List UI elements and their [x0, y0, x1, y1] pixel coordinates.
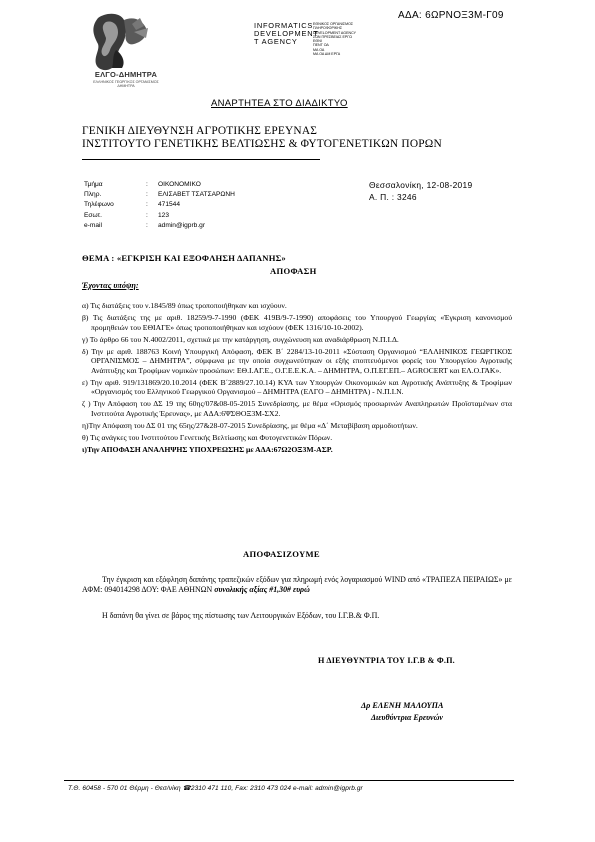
list-item: ε) Την αριθ. 919/131869/20.10.2014 (ΦΕΚ Β΄2889/27.10.14) ΚΥΑ των Υπουργών Οικονομικών και Αγροτικής Ανάπτυξης & Τροφίμων «Οργανισμός του Ελληνικού Γεωργικού Οργανισμού – ΔΗΜΗΤΡΑ (ΕΛΓΟ – ΔΗΜΗΤΡΑ) - Ν.Π.Ι.Ν.: [82, 377, 512, 397]
agency-small-text: ΕΘΝΙΚΟΣ ΟΡΓΑΝΙΣΜΟΣ ΠΛΗΡΟΦΟΡΙΚΗΣ DEVELOPMENT AGENCY ΣΩΝ ΠΡΕΣΒΕΙΑΣ ΕΡΓΩ ΕΘΝΙ ΠΕΝΤ ΟΔ ΜΑ ΟΑ ΜΑ ΟΑ ΔΜ ΕΡΓΑ: [313, 22, 357, 57]
list-item: θ) Τις ανάγκες του Ινστιτούτου Γενετικής Βελτίωσης και Φυτογενετικών Πόρων.: [82, 432, 333, 442]
list-item: η)Την Απόφαση του ΔΣ 01 της 65ης/27&28-07-2015 Συνεδρίασης, με θέμα «Δ΄ Μεταβίβαση αρμοδιοτήτων.: [82, 420, 418, 430]
info-row-email: e-mail : admin@igprb.gr: [84, 221, 206, 229]
decision-heading: ΑΠΟΦΑΣΗ: [270, 266, 317, 276]
signatory-title: Διευθύντρια Ερευνών: [371, 713, 443, 722]
info-row-contact: Πληρ. : ΕΛΙΣΑΒΕΤ ΤΣΑΤΣΑΡΩΝΗ: [84, 191, 235, 199]
logo-subtitle: ΕΛΛΗΝΙΚΟΣ ΓΕΩΡΓΙΚΟΣ ΟΡΓΑΝΙΣΜΟΣ ΔΗΜΗΤΡΑ: [93, 80, 159, 88]
general-directorate: ΓΕΝΙΚΗ ΔΙΕΥΘΥΝΣΗ ΑΓΡΟΤΙΚΗΣ ΕΡΕΥΝΑΣ: [82, 125, 318, 137]
considerations-heading: Έχοντας υπόψη:: [82, 281, 139, 290]
protocol-number: Α. Π. : 3246: [369, 192, 417, 202]
considerations-list: [82, 301, 512, 457]
document-date: Θεσσαλονίκη, 12-08-2019: [369, 180, 473, 190]
info-row-department: Τμήμα : ΟΙΚΟΝΟΜΙΚΟ: [84, 181, 201, 188]
charge-paragraph: Η δαπάνη θα γίνει σε βάρος της πίστωσης των Λειτουργικών Εξόδων, του Ι.Γ.Β.& Φ.Π.: [102, 611, 380, 620]
list-item: δ) Την με αριθ. 188763 Κοινή Υπουργική Απόφαση, ΦΕΚ Β΄ 2284/13-10-2011 «Σύσταση Οργανισμού “ΕΛΛΗΝΙΚΟΣ ΓΕΩΡΓΙΚΟΣ ΟΡΓΑΝΙΣΜΟΣ – ΔΗΜΗΤΡΑ”, σύμφωνα με την οποία συγχωνεύτηκαν οι εξής εποπτευόμενοι φορείς του Υπουργείου Αγροτικής Ανάπτυξης και Τροφίμων νομικών προσώπων: ΕΘ.Ι.ΑΓ.Ε., Ο.Γ.Ε.Ε.Κ.Α. – ΔΗΜΗΤΡΑ, Ο.Π.ΕΓ.ΕΠ.– AGROCERT και ΕΛ.Ο.ΓΑΚ».: [82, 346, 512, 375]
info-row-phone: Τηλέφωνο : 471544: [84, 201, 181, 209]
demeter-head-icon: [93, 14, 148, 70]
list-item: α) Τις διατάξεις του ν.1845/89 όπως τροποποιήθηκαν και ισχύουν.: [82, 301, 287, 310]
list-item: γ) Το άρθρο 66 του Ν.4002/2011, σχετικά με την κατάργηση, συγχώνευση και αναδιάρθρωση Ν.Π.Ι.Δ.: [82, 334, 399, 344]
director-title: Η ΔΙΕΥΘΥΝΤΡΙΑ ΤΟΥ Ι.Γ.Β & Φ.Π.: [318, 656, 455, 665]
institute-name: ΙΝΣΤΙΤΟΥΤΟ ΓΕΝΕΤΙΚΗΣ ΒΕΛΤΙΩΣΗΣ & ΦΥΤΟΓΕΝΕΤΙΚΩΝ ΠΟΡΩΝ: [82, 138, 442, 150]
total-amount: συνολικής αξίας #1,30# ευρώ: [214, 585, 310, 595]
signatory-name: Δρ ΕΛΕΝΗ ΜΑΛΟΥΠΑ: [361, 701, 444, 710]
date-block: [369, 179, 472, 203]
logo-name: ΕΛΓΟ-ΔΗΜΗΤΡΑ: [94, 70, 158, 79]
info-row-ext: Εσωτ. : 123: [84, 211, 170, 219]
agency-title: INFORMATICS DEVELOPMENT T AGENCY: [254, 21, 319, 47]
posted-online-heading: ΑΝΑΡΤΗΤΕΑ ΣΤΟ ΔΙΑΔΙΚΤΥΟ: [211, 98, 348, 109]
subject-line: ΘΕΜΑ : «ΕΓΚΡΙΣΗ ΚΑΙ ΕΞΟΦΛΗΣΗ ΔΑΠΑΝΗΣ»: [82, 253, 286, 263]
contact-info: [84, 180, 235, 231]
list-item: β) Τις διατάξεις της με αριθ. 18259/9-7-1990 (ΦΕΚ 419Β/9-7-1990) αποφάσεις του Υπουργού Γεωργίας «Έγκριση κανονισμού προμηθειών του ΕΘΙΑΓΕ» όπως τροποποιήθηκαν και ισχύουν (ΦΕΚ 1316/10-10-2002).: [82, 312, 512, 332]
header-divider: [82, 159, 320, 160]
footer-contact: Τ.Θ. 60458 - 570 01 Θέρμη - Θεσ/νίκη ☎2310 471 110, Fax: 2310 473 024 e-mail: admin@igprb.gr: [68, 785, 363, 792]
department-heading: [82, 125, 442, 151]
footer-divider: [64, 780, 514, 781]
list-item: ι)Την ΑΠΟΦΑΣΗ ΑΝΑΛΗΨΗΣ ΥΠΟΧΡΕΩΣΗΣ με ΑΔΑ:67Ω2ΟΞ3Μ-ΑΣΡ.: [82, 444, 333, 454]
approval-paragraph: Την έγκριση και εξόφληση δαπάνης τραπεζικών εξόδων για πληρωμή ενός λογαριασμού WIND από «ΤΡΑΠΕΖΑ ΠΕΙΡΑΙΩΣ» με ΑΦΜ: 094014298 ΔΟΥ: ΦΑΕ ΑΘΗΝΩΝ συνολικής αξίας #1,30# ευρώ: [82, 575, 512, 595]
we-decide-heading: ΑΠΟΦΑΣΙΖΟΥΜΕ: [243, 549, 320, 559]
ada-code: ΑΔΑ: 6ΩΡΝΟΞ3Μ-Γ09: [398, 10, 504, 21]
list-item: ζ ) Την Απόφαση του ΔΣ 19 της 60ης/07&08-05-2015 Συνεδρίασης, με θέμα «Ορισμός προσωρινών Αναπληρωτών Προϊσταμένων στα Ινστιτούτα Αγροτικής Έρευνας», με ΑΔΑ:6ΨΣΘΟΞ3Μ-ΣΧ2.: [82, 399, 512, 418]
